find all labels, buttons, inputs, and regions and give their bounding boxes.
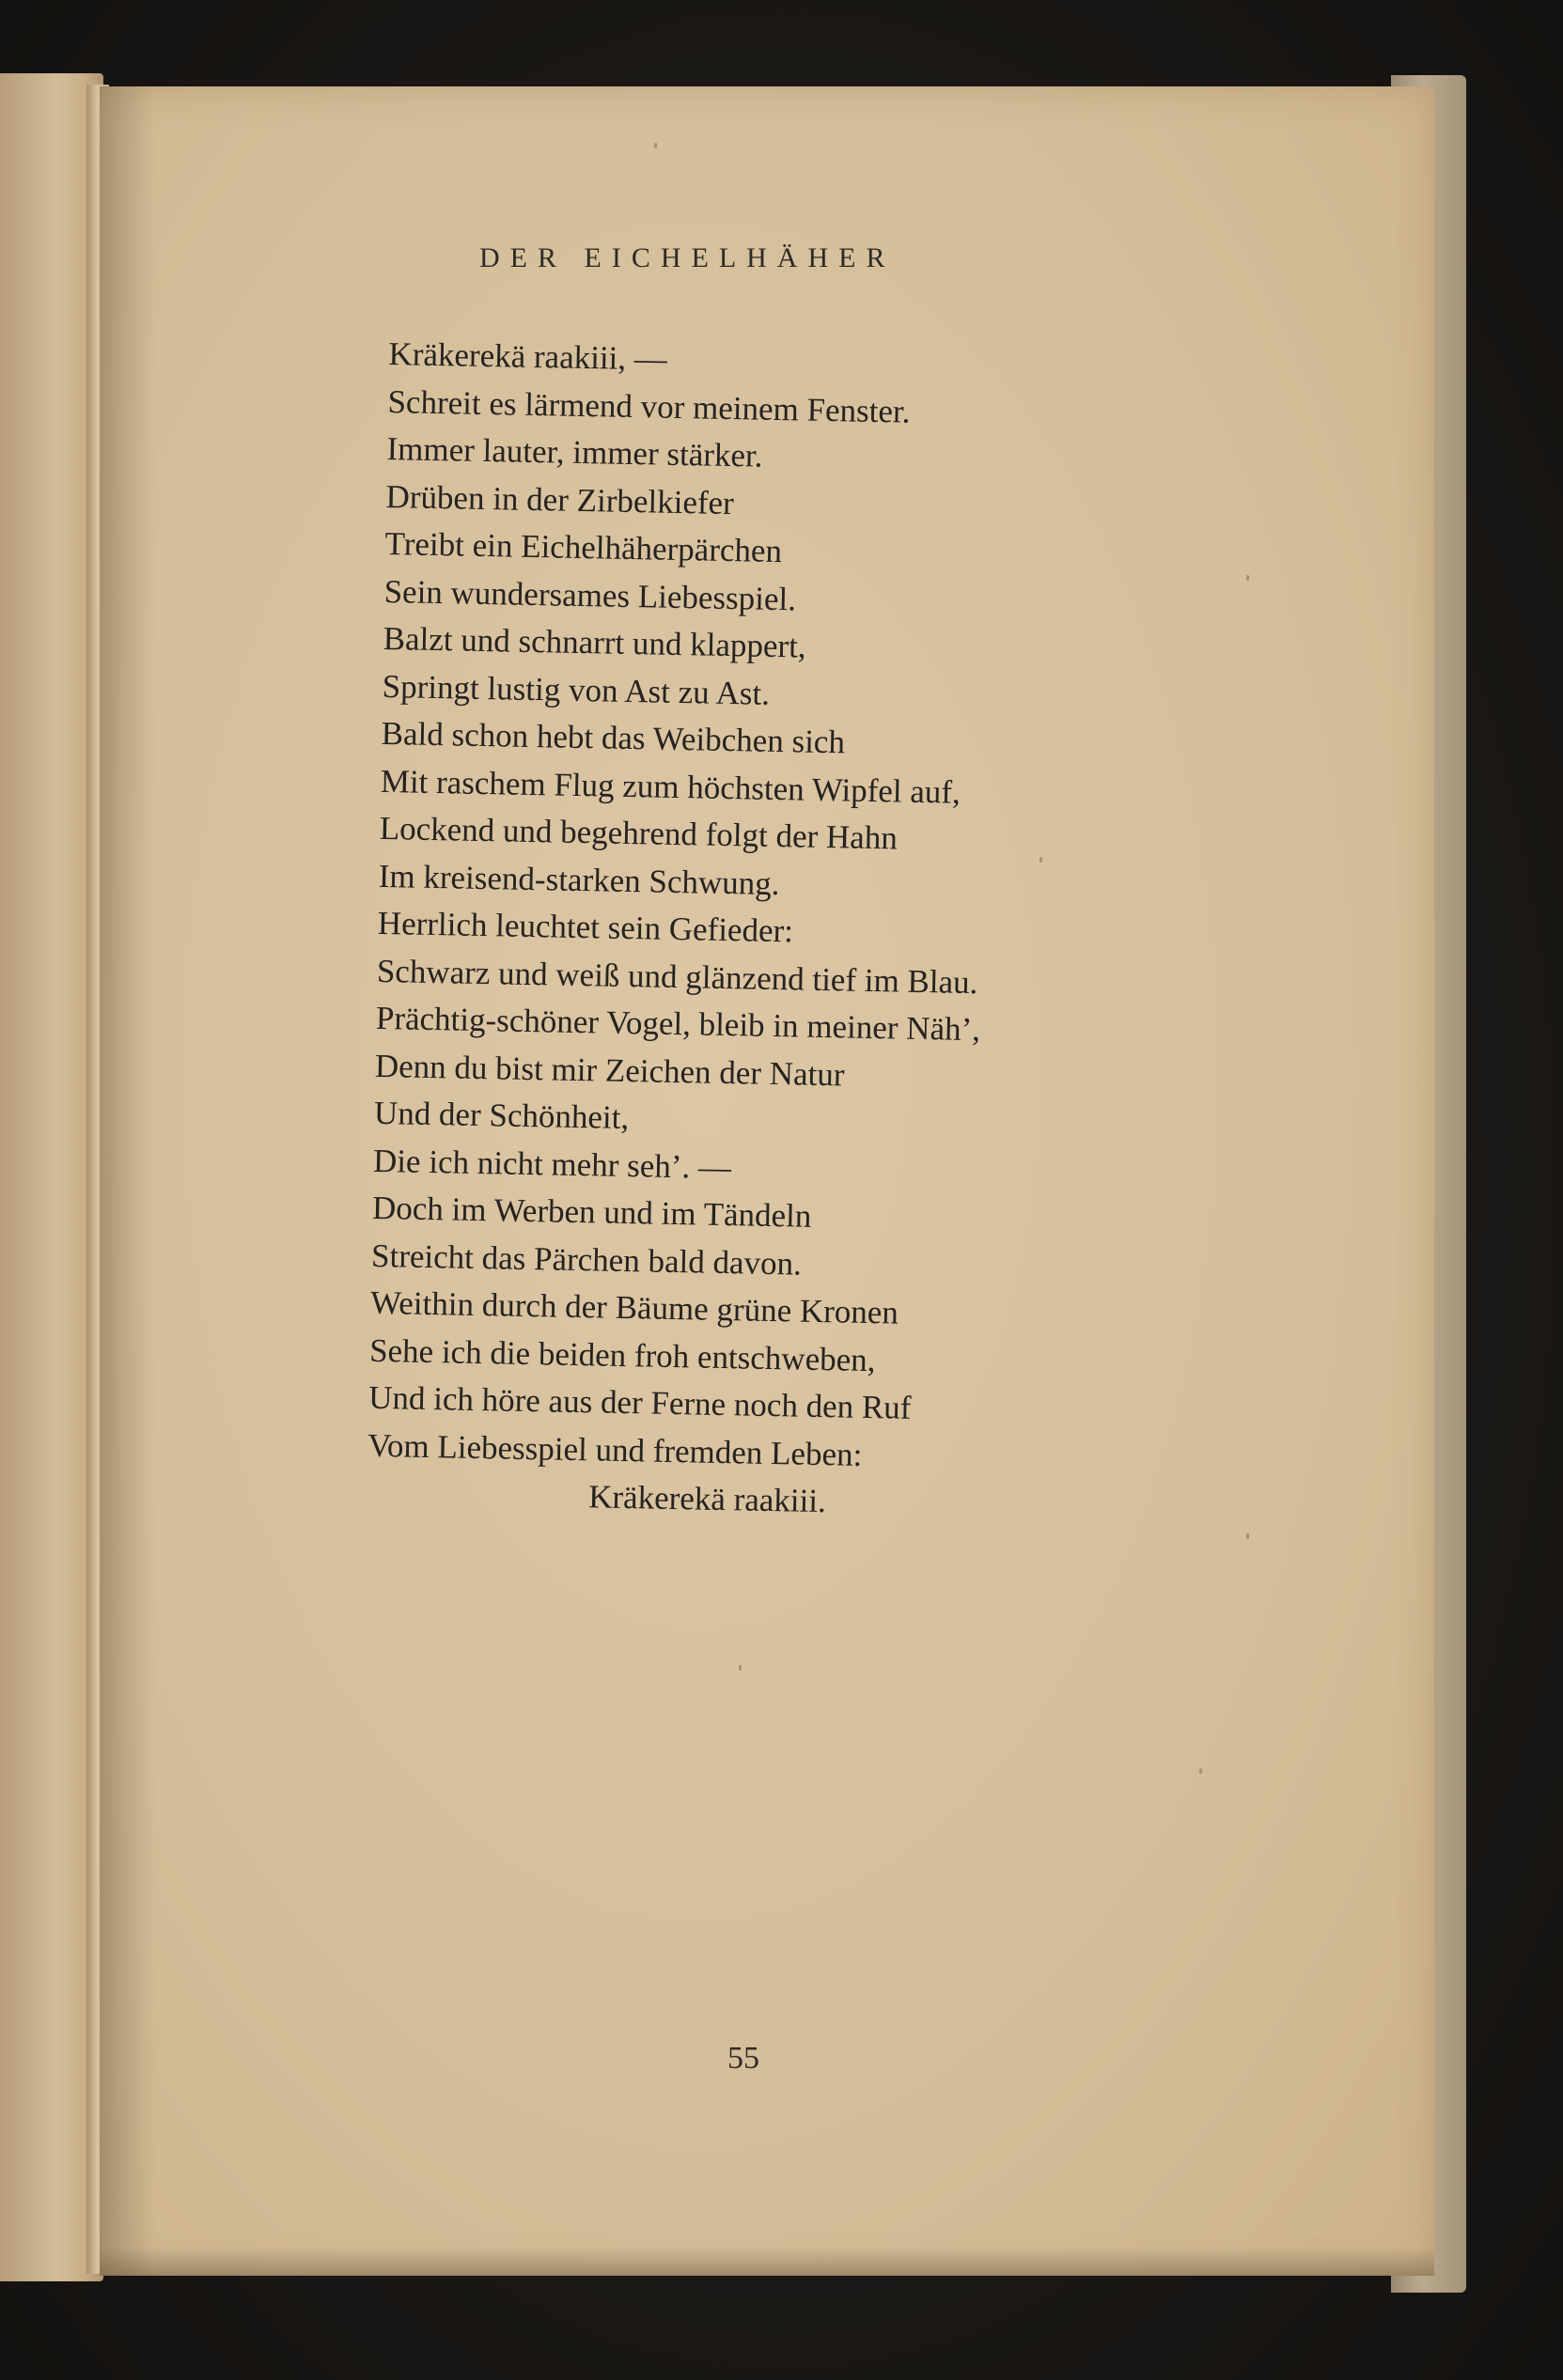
poem-line: Und der Schönheit, — [373, 1094, 630, 1137]
poem-line: Und ich höre aus der Ferne noch den Ruf — [367, 1378, 912, 1426]
poem-line: Treibt ein Eichelhäherpärchen — [384, 524, 783, 570]
page-bottom-wear — [100, 2248, 1434, 2276]
poem-line: Drüben in der Zirbelkiefer — [385, 477, 735, 521]
poem-line: Schreit es lärmend vor meinem Fenster. — [387, 382, 911, 430]
poem-line: Weithin durch der Bäume grüne Kronen — [369, 1283, 899, 1331]
paper-speck — [739, 1665, 742, 1671]
paper-speck — [1246, 575, 1249, 581]
poem-line: Kräkerekä raakiii, — — [388, 334, 668, 378]
poem-line: Sehe ich die beiden froh entschweben, — [368, 1331, 876, 1378]
paper-speck — [1246, 1533, 1249, 1539]
poem-line: Vom Liebesspiel und fremden Leben: — [367, 1426, 863, 1473]
poem — [367, 331, 1160, 1532]
paper-speck — [1199, 1768, 1202, 1774]
poem-line: Prächtig-schöner Vogel, bleib in meiner Näh’, — [375, 999, 981, 1049]
paper-speck — [654, 143, 657, 148]
poem-line: Sein wundersames Liebesspiel. — [383, 572, 797, 617]
poem-line: Immer lauter, immer stärker. — [386, 429, 763, 474]
poem-line: Bald schon hebt das Weibchen sich — [381, 714, 846, 761]
poem-line: Herrlich leuchtet sein Gefieder: — [377, 904, 794, 950]
poem-closing-line: Kräkerekä raakiii. — [587, 1478, 827, 1520]
running-title: DER EICHELHÄHER — [479, 242, 896, 273]
poem-line: Die ich nicht mehr seh’. — — [372, 1142, 732, 1186]
page-gutter-shadow — [100, 86, 156, 2276]
page-number: 55 — [727, 2041, 759, 2076]
poem-line: Schwarz und weiß und glänzend tief im Blau. — [376, 952, 978, 1001]
poem-line: Doch im Werben und im Tändeln — [371, 1189, 812, 1235]
poem-line: Denn du bist mir Zeichen der Natur — [374, 1047, 845, 1093]
poem-line: Lockend und begehrend folgt der Hahn — [379, 809, 899, 857]
poem-line: Streicht das Pärchen bald davon. — [370, 1237, 803, 1283]
poem-line: Balzt und schnarrt und klappert, — [383, 619, 807, 665]
poem-line: Im kreisend-starken Schwung. — [378, 857, 780, 902]
poem-line: Mit raschem Flug zum höchsten Wipfel auf, — [380, 762, 961, 811]
poem-line: Springt lustig von Ast zu Ast. — [382, 667, 771, 712]
